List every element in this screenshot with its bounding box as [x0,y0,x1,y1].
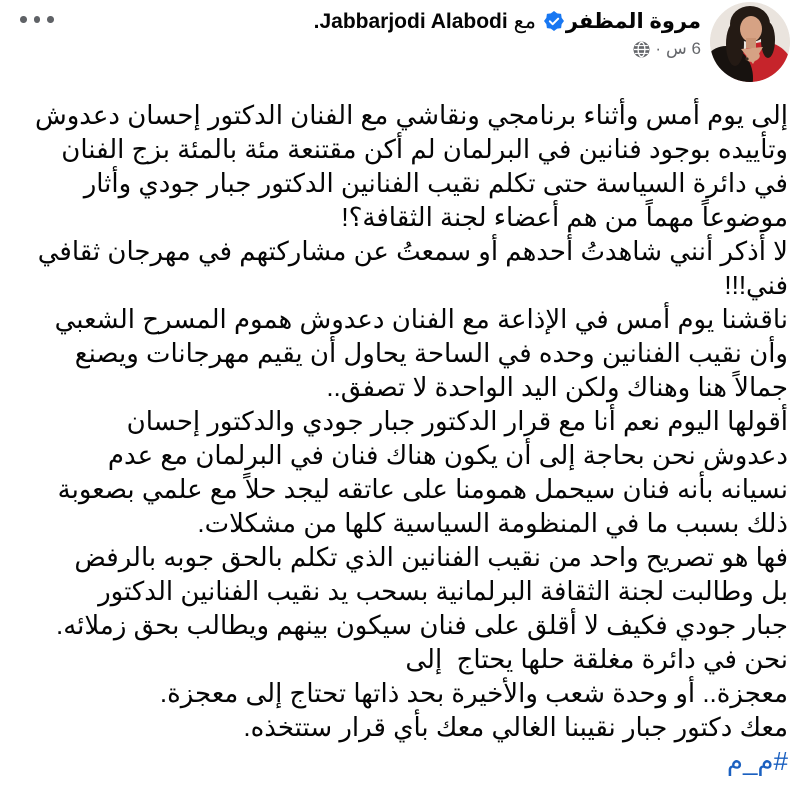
post-text-line: ناقشنا يوم أمس في الإذاعة مع الفنان دعدوش هموم المسرح الشعبي [54,304,788,334]
post-text-line: أقولها اليوم نعم أنا مع قرار الدكتور جبار جودي والدكتور إحسان [126,406,788,436]
verified-badge-icon [544,11,564,31]
post-text-line: جمالاً هنا وهناك ولكن اليد الواحدة لا تصفق.. [326,372,788,402]
post-text-line: بل وطالبت لجنة الثقافة البرلمانية بسحب يد نقيب الفنانين الدكتور [98,576,788,606]
more-options-dot [47,16,54,23]
post-text-line: وأن نقيب الفنانين وحده في الساحة يحاول أن يقيم مهرجانات ويصنع [74,338,788,368]
post-content [0,82,800,778]
post-header-text [314,2,701,59]
timestamp[interactable]: 6 س [666,39,701,58]
with-text: مع [513,10,536,33]
post-header [0,0,800,82]
post-text-line: نحن في دائرة مغلقة حلها يحتاج إلى [405,644,788,674]
post-text-line: فها هو تصريح واحد من نقيب الفنانين الذي تكلم بالحق جوبه بالرفض [74,542,788,572]
globe-icon [633,41,650,58]
post-text-line: موضوعاً مهماً من هم أعضاء لجنة الثقافة؟! [341,202,788,232]
avatar-image [710,2,790,82]
post-text-line: معك دكتور جبار نقيبنا الغالي معك بأي قرار ستتخذه. [243,712,788,742]
post-text-line: في دائرة السياسة حتى تكلم نقيب الفنانين الدكتور جبار جودي وأثار [83,168,788,198]
post-text-line: ذلك بسبب ما في المنظومة السياسية كلها من مشكلات. [197,508,788,538]
post-text-line: وتأييده بوجود فنانين في البرلمان لم أكن مقتنعة مئة بالمئة بزج الفنان [61,134,788,164]
meta-separator: · [655,39,662,58]
post-byline [314,8,701,36]
post-text-line: إلى يوم أمس وأثناء برنامجي ونقاشي مع الفنان الدكتور إحسان دعدوش [34,100,788,130]
post-text-line: فني!!! [724,270,788,300]
post-text-line: معجزة.. أو وحدة شعب والأخيرة بحد ذاتها تحتاج إلى معجزة. [159,678,788,708]
more-options-button[interactable] [14,10,60,29]
more-options-dot [20,16,27,23]
hashtag-link[interactable]: #م_م [726,746,788,776]
post-text-line: نسيانه بأنه فنان سيحمل همومنا على عاتقه ليجد حلاً مع علمي بصعوبة [57,474,788,504]
author-name[interactable]: مروة المظفر [565,10,701,33]
avatar[interactable] [710,2,790,82]
post-text-line: لا أذكر أنني شاهدتُ أحدهم أو سمعتُ عن مشاركتهم في مهرجان ثقافي [37,236,788,266]
tagged-profile[interactable]: Jabbarjodi Alabodi. [313,10,508,33]
more-options-dot [34,16,41,23]
post-text-line: جبار جودي فكيف لا أقلق على فنان سيكون بينهم ويطالب بحق زملائه. [55,610,788,640]
post-meta [314,39,701,59]
post-text-line: دعدوش نحن بحاجة إلى أن يكون هناك فنان في البرلمان مع عدم [107,440,788,470]
